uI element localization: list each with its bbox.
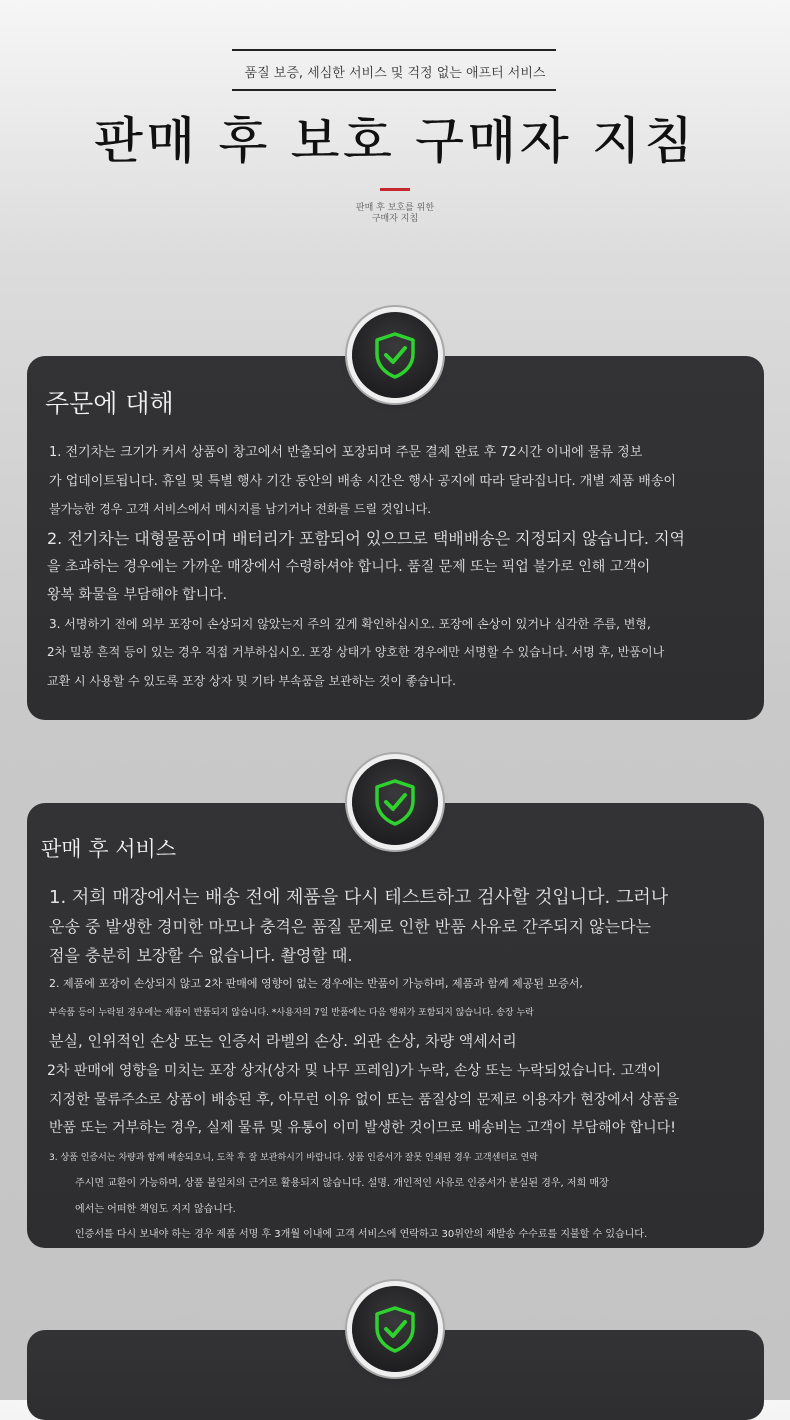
shield-check-icon [373,331,417,379]
after-sales-line-4: 2. 제품에 포장이 손상되지 않고 2차 판매에 영향이 없는 경우에는 반품이 가능하며, 제품과 함께 제공된 보증서, [49,977,583,990]
title-accent-bar [380,188,410,191]
after-sales-line-7: 2차 판매에 영향을 미치는 포장 상자(상자 및 나무 프레임)가 누락, 손상 또는 누락되었습니다. 고객이 [47,1063,662,1079]
order-info-line-6: 왕복 화물을 부담해야 합니다. [47,587,228,603]
page-subcaption [345,203,445,225]
after-sales-line-3: 점을 충분히 보장할 수 없습니다. 촬영할 때. [49,946,353,965]
page-title: 판매 후 보호 구매자 지침 [93,112,697,170]
after-sales-line-12: 에서는 어떠한 책임도 지지 않습니다. [75,1204,236,1215]
header-top-rule [232,49,556,51]
after-sales-line-5: 부속품 등이 누락된 경우에는 제품이 반품되지 않습니다. *사용자의 7일 반품에는 다음 행위가 포함되지 않습니다. 송장 누락 [49,1008,534,1018]
subcaption-line-1: 판매 후 보호를 위한 [355,203,435,213]
after-sales-line-10: 3. 상품 인증서는 차량과 함께 배송되오니, 도착 후 잘 보관하시기 바랍니다. 상품 인증서가 잘못 인쇄된 경우 고객센터로 연락 [49,1153,538,1163]
after-sales-line-9: 반품 또는 거부하는 경우, 실제 물류 및 유통이 이미 발생한 것이므로 배송비는 고객이 부담해야 합니다! [49,1120,676,1136]
badge-3 [352,1286,438,1372]
order-info-line-9: 교환 시 사용할 수 있도록 포장 상자 및 기타 부속품을 보관하는 것이 좋습니다. [47,674,456,688]
order-info-line-3: 불가능한 경우 고객 서비스에서 메시지를 남기거나 전화를 드릴 것입니다. [49,502,432,516]
after-sales-line-2: 운송 중 발생한 경미한 마모나 충격은 품질 문제로 인한 반품 사유로 간주되지 않는다는 [49,917,651,936]
shield-check-icon [373,778,417,826]
order-info-line-4: 2. 전기차는 대형물품이며 배터리가 포함되어 있으므로 택배배송은 지정되지 않습니다. 지역 [47,529,685,548]
subcaption-line-2: 구매자 지침 [371,214,419,224]
order-info-line-5: 을 초과하는 경우에는 가까운 매장에서 수령하셔야 합니다. 품질 문제 또는 픽업 불가로 인해 고객이 [47,559,651,575]
after-sales-title: 판매 후 서비스 [41,837,177,861]
order-info-line-2: 가 업데이트됩니다. 휴일 및 특별 행사 기간 동안의 배송 시간은 행사 공지에 따라 달라집니다. 개별 제품 배송이 [49,474,676,489]
order-info-card [27,356,764,720]
order-info-line-8: 2차 밀봉 흔적 등이 있는 경우 직접 거부하십시오. 포장 상태가 양호한 경우에만 서명할 수 있습니다. 서명 후, 반품이나 [47,645,665,659]
order-info-line-1: 1. 전기차는 크기가 커서 상품이 창고에서 반출되어 포장되며 주문 결제 완료 후 72시간 이내에 물류 정보 [49,445,643,460]
order-info-line-7: 3. 서명하기 전에 외부 포장이 손상되지 않았는지 주의 깊게 확인하십시오. 포장에 손상이 있거나 심각한 주름, 변형, [49,617,651,631]
shield-check-icon [373,1305,417,1353]
after-sales-line-1: 1. 저희 매장에서는 배송 전에 제품을 다시 테스트하고 검사할 것입니다. 그러나 [49,887,669,908]
header-bottom-rule [232,89,556,91]
order-info-title: 주문에 대해 [45,389,174,418]
after-sales-line-11: 주시면 교환이 가능하며, 상품 불일치의 근거로 활용되지 않습니다. 설명. 개인적인 사유로 인증서가 분실된 경우, 저희 매장 [75,1178,609,1189]
after-sales-line-13: 인증서를 다시 보내야 하는 경우 제품 서명 후 3개월 이내에 고객 서비스에 연락하고 30위안의 재발송 수수료를 지불할 수 있습니다. [75,1229,648,1240]
badge-1 [352,312,438,398]
badge-2 [352,759,438,845]
after-sales-card [27,803,764,1248]
header-tagline: 품질 보증, 세심한 서비스 및 걱정 없는 애프터 서비스 [244,66,546,81]
after-sales-line-8: 지정한 물류주소로 상품이 배송된 후, 아무런 이유 없이 또는 품질상의 문제로 이용자가 현장에서 상품을 [49,1092,680,1108]
after-sales-line-6: 분실, 인위적인 손상 또는 인증서 라벨의 손상. 외관 손상, 차량 액세서리 [49,1032,517,1050]
